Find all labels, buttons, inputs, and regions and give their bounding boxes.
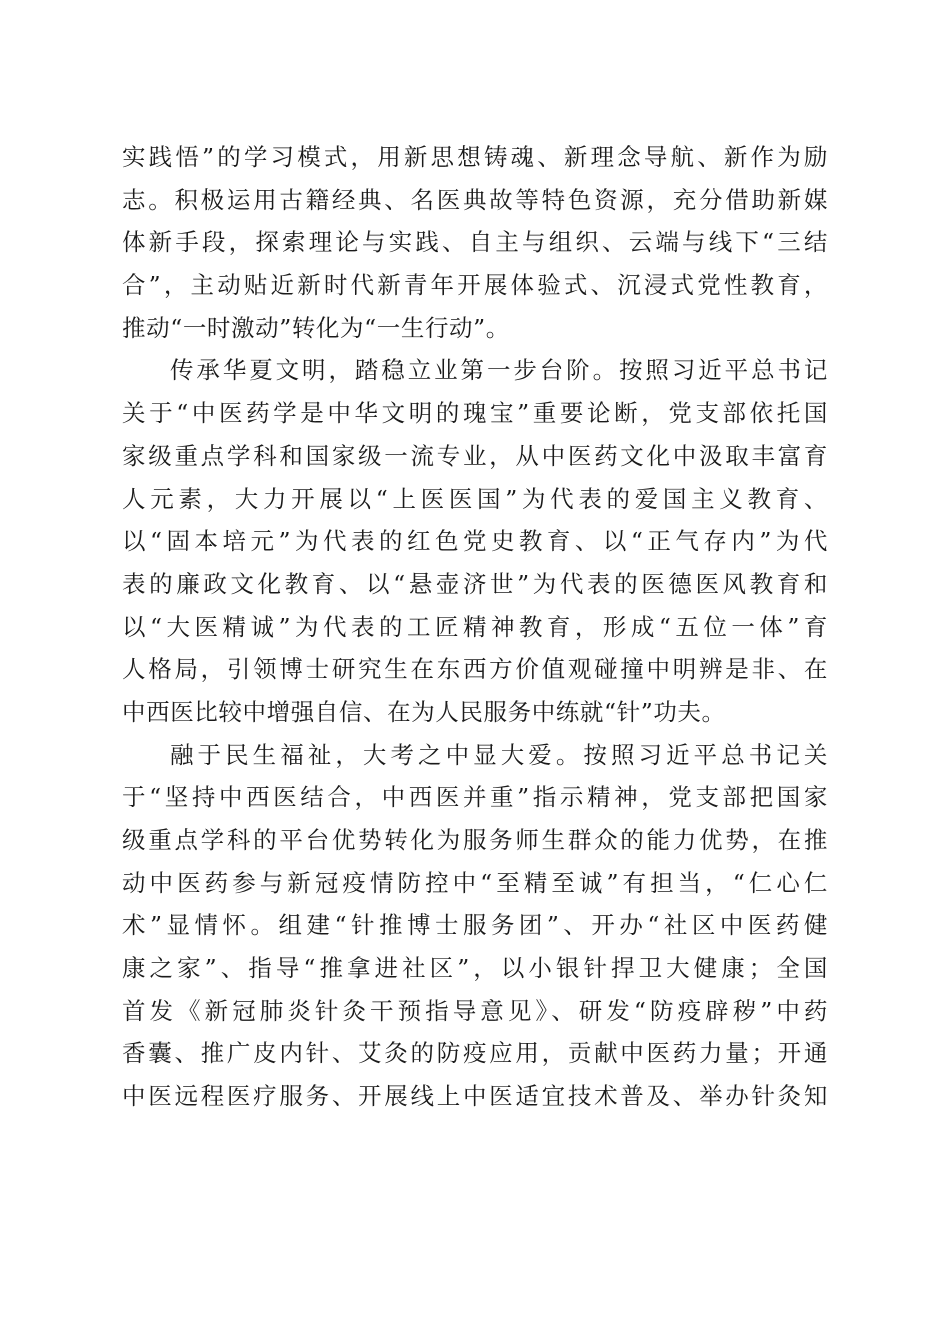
- paragraph-1: [122, 136, 828, 349]
- text-line: 以“大医精诚”为代表的工匠精神教育，形成“五位一体”育: [122, 612, 828, 641]
- document-body: [122, 136, 828, 1118]
- text-line: 于“坚持中西医结合，中西医并重”指示精神，党支部把国家: [122, 783, 828, 812]
- paragraph-3: [122, 734, 828, 1118]
- text-line: 人元素，大力开展以“上医医国”为代表的爱国主义教育、: [122, 484, 828, 513]
- text-line: 以“固本培元”为代表的红色党史教育、以“正气存内”为代: [122, 527, 828, 556]
- text-line: 人格局，引领博士研究生在东西方价值观碰撞中明辨是非、在: [122, 655, 828, 684]
- text-line: 合”，主动贴近新时代新青年开展体验式、沉浸式党性教育，: [122, 271, 828, 300]
- text-line: 表的廉政文化教育、以“悬壶济世”为代表的医德医风教育和: [122, 569, 828, 598]
- text-line: 术”显情怀。组建“针推博士服务团”、开办“社区中医药健: [122, 911, 828, 940]
- text-line: 推动“一时激动”转化为“一生行动”。: [122, 313, 510, 342]
- text-line: 动中医药参与新冠疫情防控中“至精至诚”有担当，“仁心仁: [122, 868, 828, 897]
- text-line: 香囊、推广皮内针、艾灸的防疫应用，贡献中医药力量；开通: [122, 1039, 828, 1068]
- text-line: 中西医比较中增强自信、在为人民服务中练就“针”功夫。: [122, 697, 726, 726]
- paragraph-2: [122, 349, 828, 733]
- text-line: 实践悟”的学习模式，用新思想铸魂、新理念导航、新作为励: [122, 143, 828, 171]
- text-line: 家级重点学科和国家级一流专业，从中医药文化中汲取丰富育: [122, 441, 828, 470]
- text-line: 融于民生福祉，大考之中显大爱。按照习近平总书记关: [170, 740, 828, 769]
- text-line: 中医远程医疗服务、开展线上中医适宜技术普及、举办针灸知: [122, 1082, 828, 1111]
- text-line: 关于“中医药学是中华文明的瑰宝”重要论断，党支部依托国: [122, 399, 828, 428]
- text-line: 级重点学科的平台优势转化为服务师生群众的能力优势，在推: [122, 826, 828, 854]
- text-line: 体新手段，探索理论与实践、自主与组织、云端与线下“三结: [122, 228, 828, 257]
- text-line: 传承华夏文明，踏稳立业第一步台阶。按照习近平总书记: [170, 356, 828, 385]
- text-line: 志。积极运用古籍经典、名医典故等特色资源，充分借助新媒: [122, 185, 828, 214]
- text-line: 康之家”、指导“推拿进社区”，以小银针捍卫大健康；全国: [122, 954, 828, 983]
- text-line: 首发《新冠肺炎针灸干预指导意见》、研发“防疫辟秽”中药: [122, 996, 828, 1025]
